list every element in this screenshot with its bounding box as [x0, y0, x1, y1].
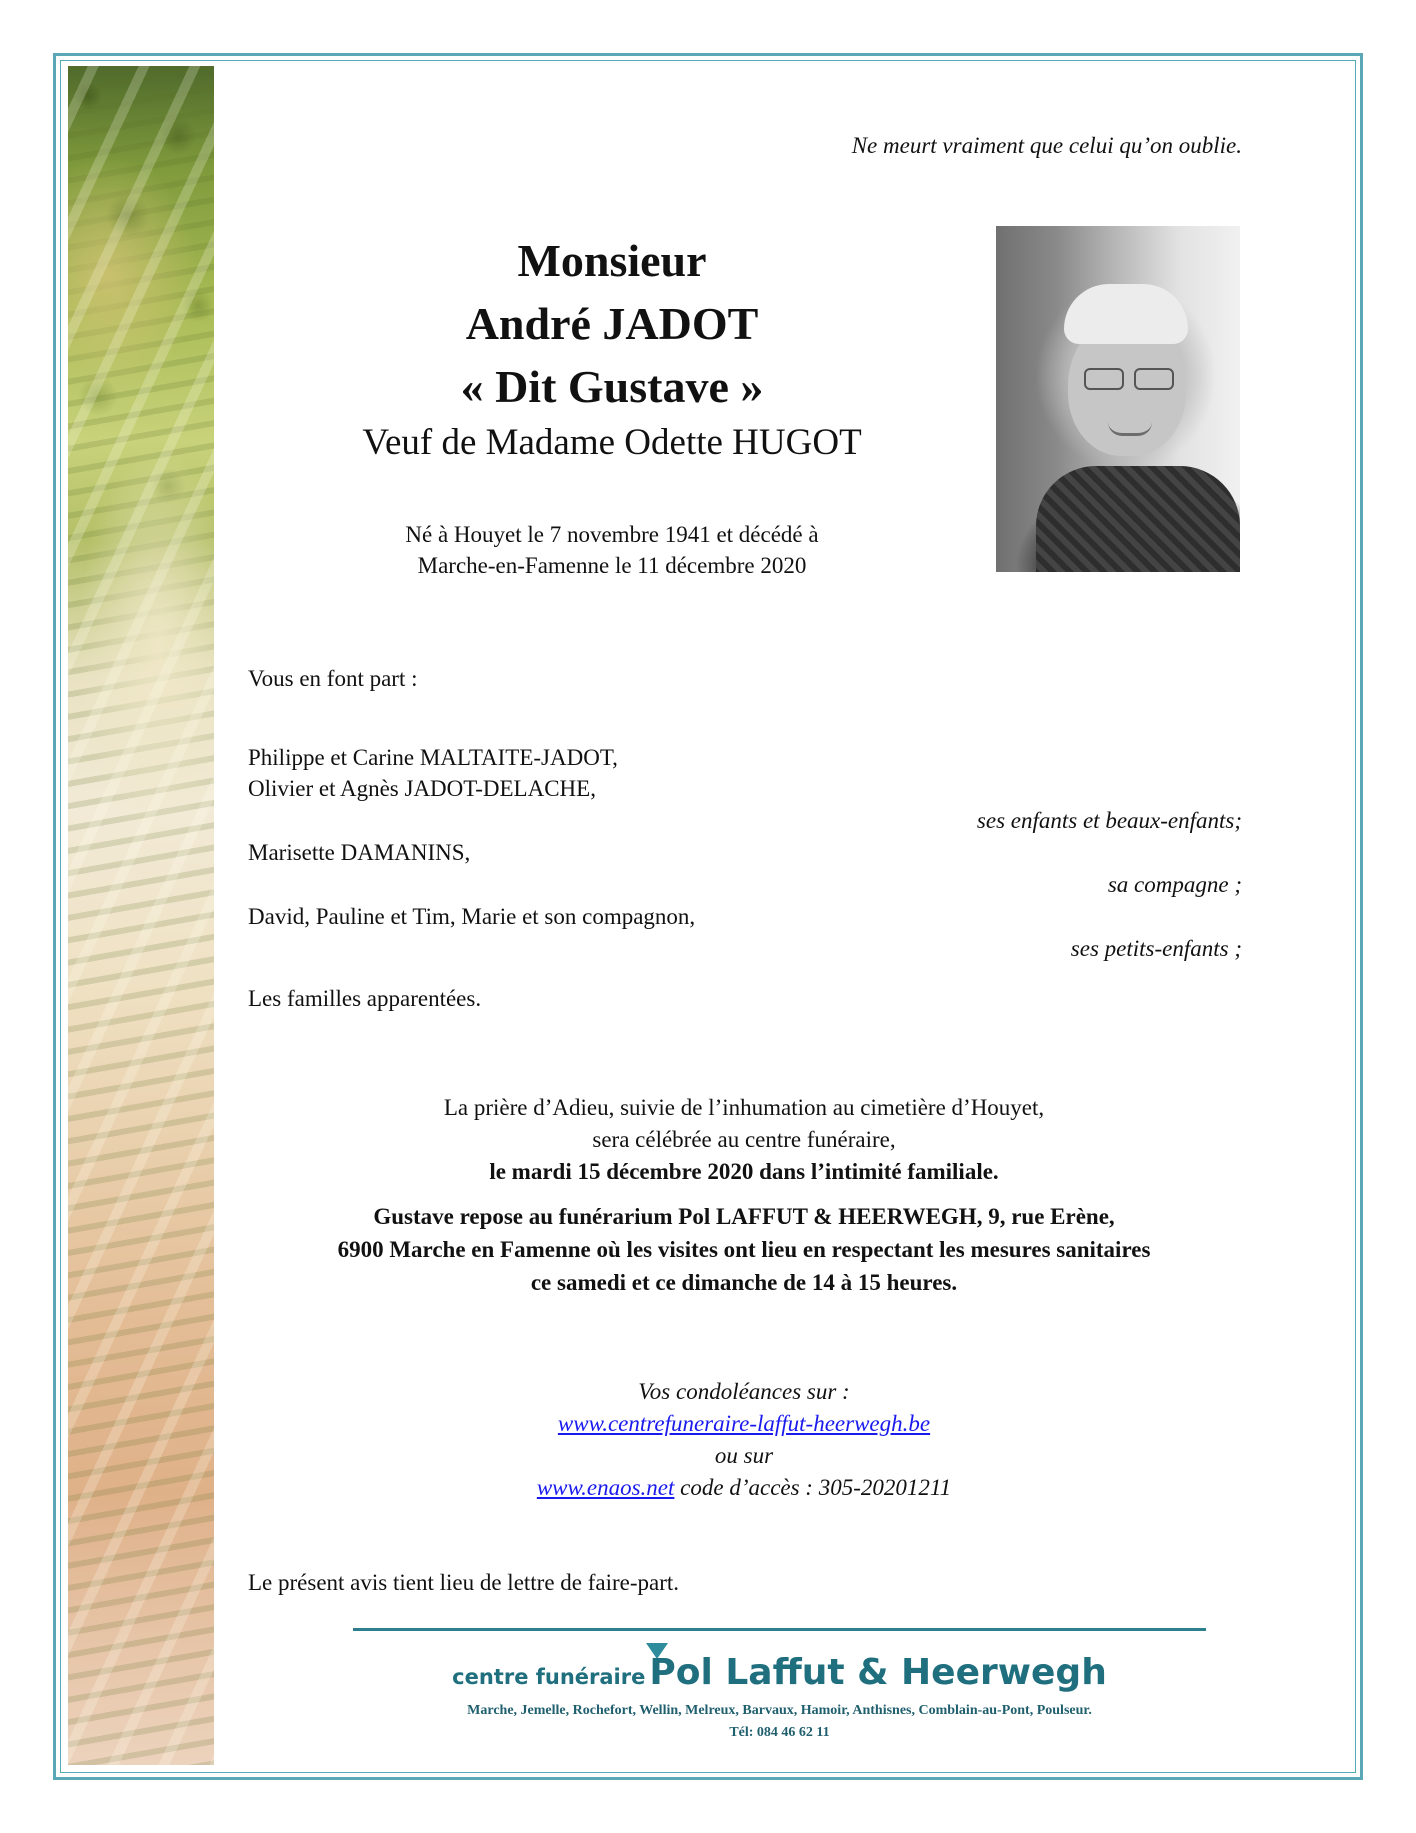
announcement-intro: Vous en font part : [248, 666, 418, 691]
portrait-glasses-left [1084, 368, 1124, 390]
logo-prefix: centre funéraire [452, 1665, 646, 1689]
access-code: code d’accès : 305-20201211 [674, 1475, 952, 1500]
footer-towns: Marche, Jemelle, Rochefort, Wellin, Melreux, Barvaux, Hamoir, Anthisnes, Comblain-au-Pont, Poulseur. [467, 1703, 1092, 1718]
portrait-sweater [1036, 466, 1240, 572]
footer-divider [353, 1628, 1206, 1631]
visitation-line-3: ce samedi et ce dimanche de 14 à 15 heures. [530, 1270, 958, 1295]
children-line-1: Philippe et Carine MALTAITE-JADOT, [248, 745, 618, 770]
families-line: Les familles apparentées. [248, 986, 482, 1011]
ceremony-line-2: sera célébrée au centre funéraire, [592, 1127, 896, 1152]
sun-rays-overlay [68, 66, 214, 1765]
children-role: ses enfants et beaux-enfants; [976, 808, 1242, 833]
honorific: Monsieur [517, 235, 707, 286]
companion-name: Marisette DAMANINS, [248, 840, 471, 865]
condolences-link-2[interactable]: www.enaos.net [536, 1475, 675, 1500]
logo-name: Pol Laffut & Heerwegh [649, 1652, 1107, 1693]
notice-line: Le présent avis tient lieu de lettre de faire-part. [248, 1570, 680, 1595]
grandchildren-names: David, Pauline et Tim, Marie et son compagnon, [248, 904, 696, 929]
portrait-photo [996, 226, 1240, 572]
grandchildren-role: ses petits-enfants ; [1070, 936, 1242, 961]
condolences-or: ou sur [714, 1443, 774, 1468]
birth-death-line-2: Marche-en-Famenne le 11 décembre 2020 [417, 553, 807, 578]
visitation-line-2: 6900 Marche en Famenne où les visites ont lieu en respectant les mesures sanitaires [337, 1237, 1151, 1262]
condolences-link-1[interactable]: www.centrefuneraire-laffut-heerwegh.be [557, 1411, 931, 1436]
widower-of: Veuf de Madame Odette HUGOT [362, 422, 862, 463]
birth-death-line-1: Né à Houyet le 7 novembre 1941 et décédé à [405, 522, 819, 547]
nickname: « Dit Gustave » [460, 361, 764, 412]
visitation-line-1: Gustave repose au funérarium Pol LAFFUT & HEERWEGH, 9, rue Erène, [373, 1204, 1115, 1229]
ceremony-date: le mardi 15 décembre 2020 dans l’intimité familiale. [489, 1159, 999, 1184]
companion-role: sa compagne ; [1107, 872, 1242, 897]
footer-phone: Tél: 084 46 62 11 [729, 1725, 830, 1740]
epigraph: Ne meurt vraiment que celui qu’on oublie. [851, 133, 1242, 158]
condolences-intro: Vos condoléances sur : [638, 1379, 850, 1404]
ceremony-line-1: La prière d’Adieu, suivie de l’inhumation au cimetière d’Houyet, [443, 1095, 1045, 1120]
children-line-2: Olivier et Agnès JADOT-DELACHE, [248, 776, 596, 801]
portrait-glasses-right [1134, 368, 1174, 390]
portrait-hair [1064, 284, 1188, 344]
funeral-home-logo [353, 1652, 1206, 1693]
forest-path-image [68, 66, 214, 1765]
deceased-name: André JADOT [465, 298, 759, 349]
